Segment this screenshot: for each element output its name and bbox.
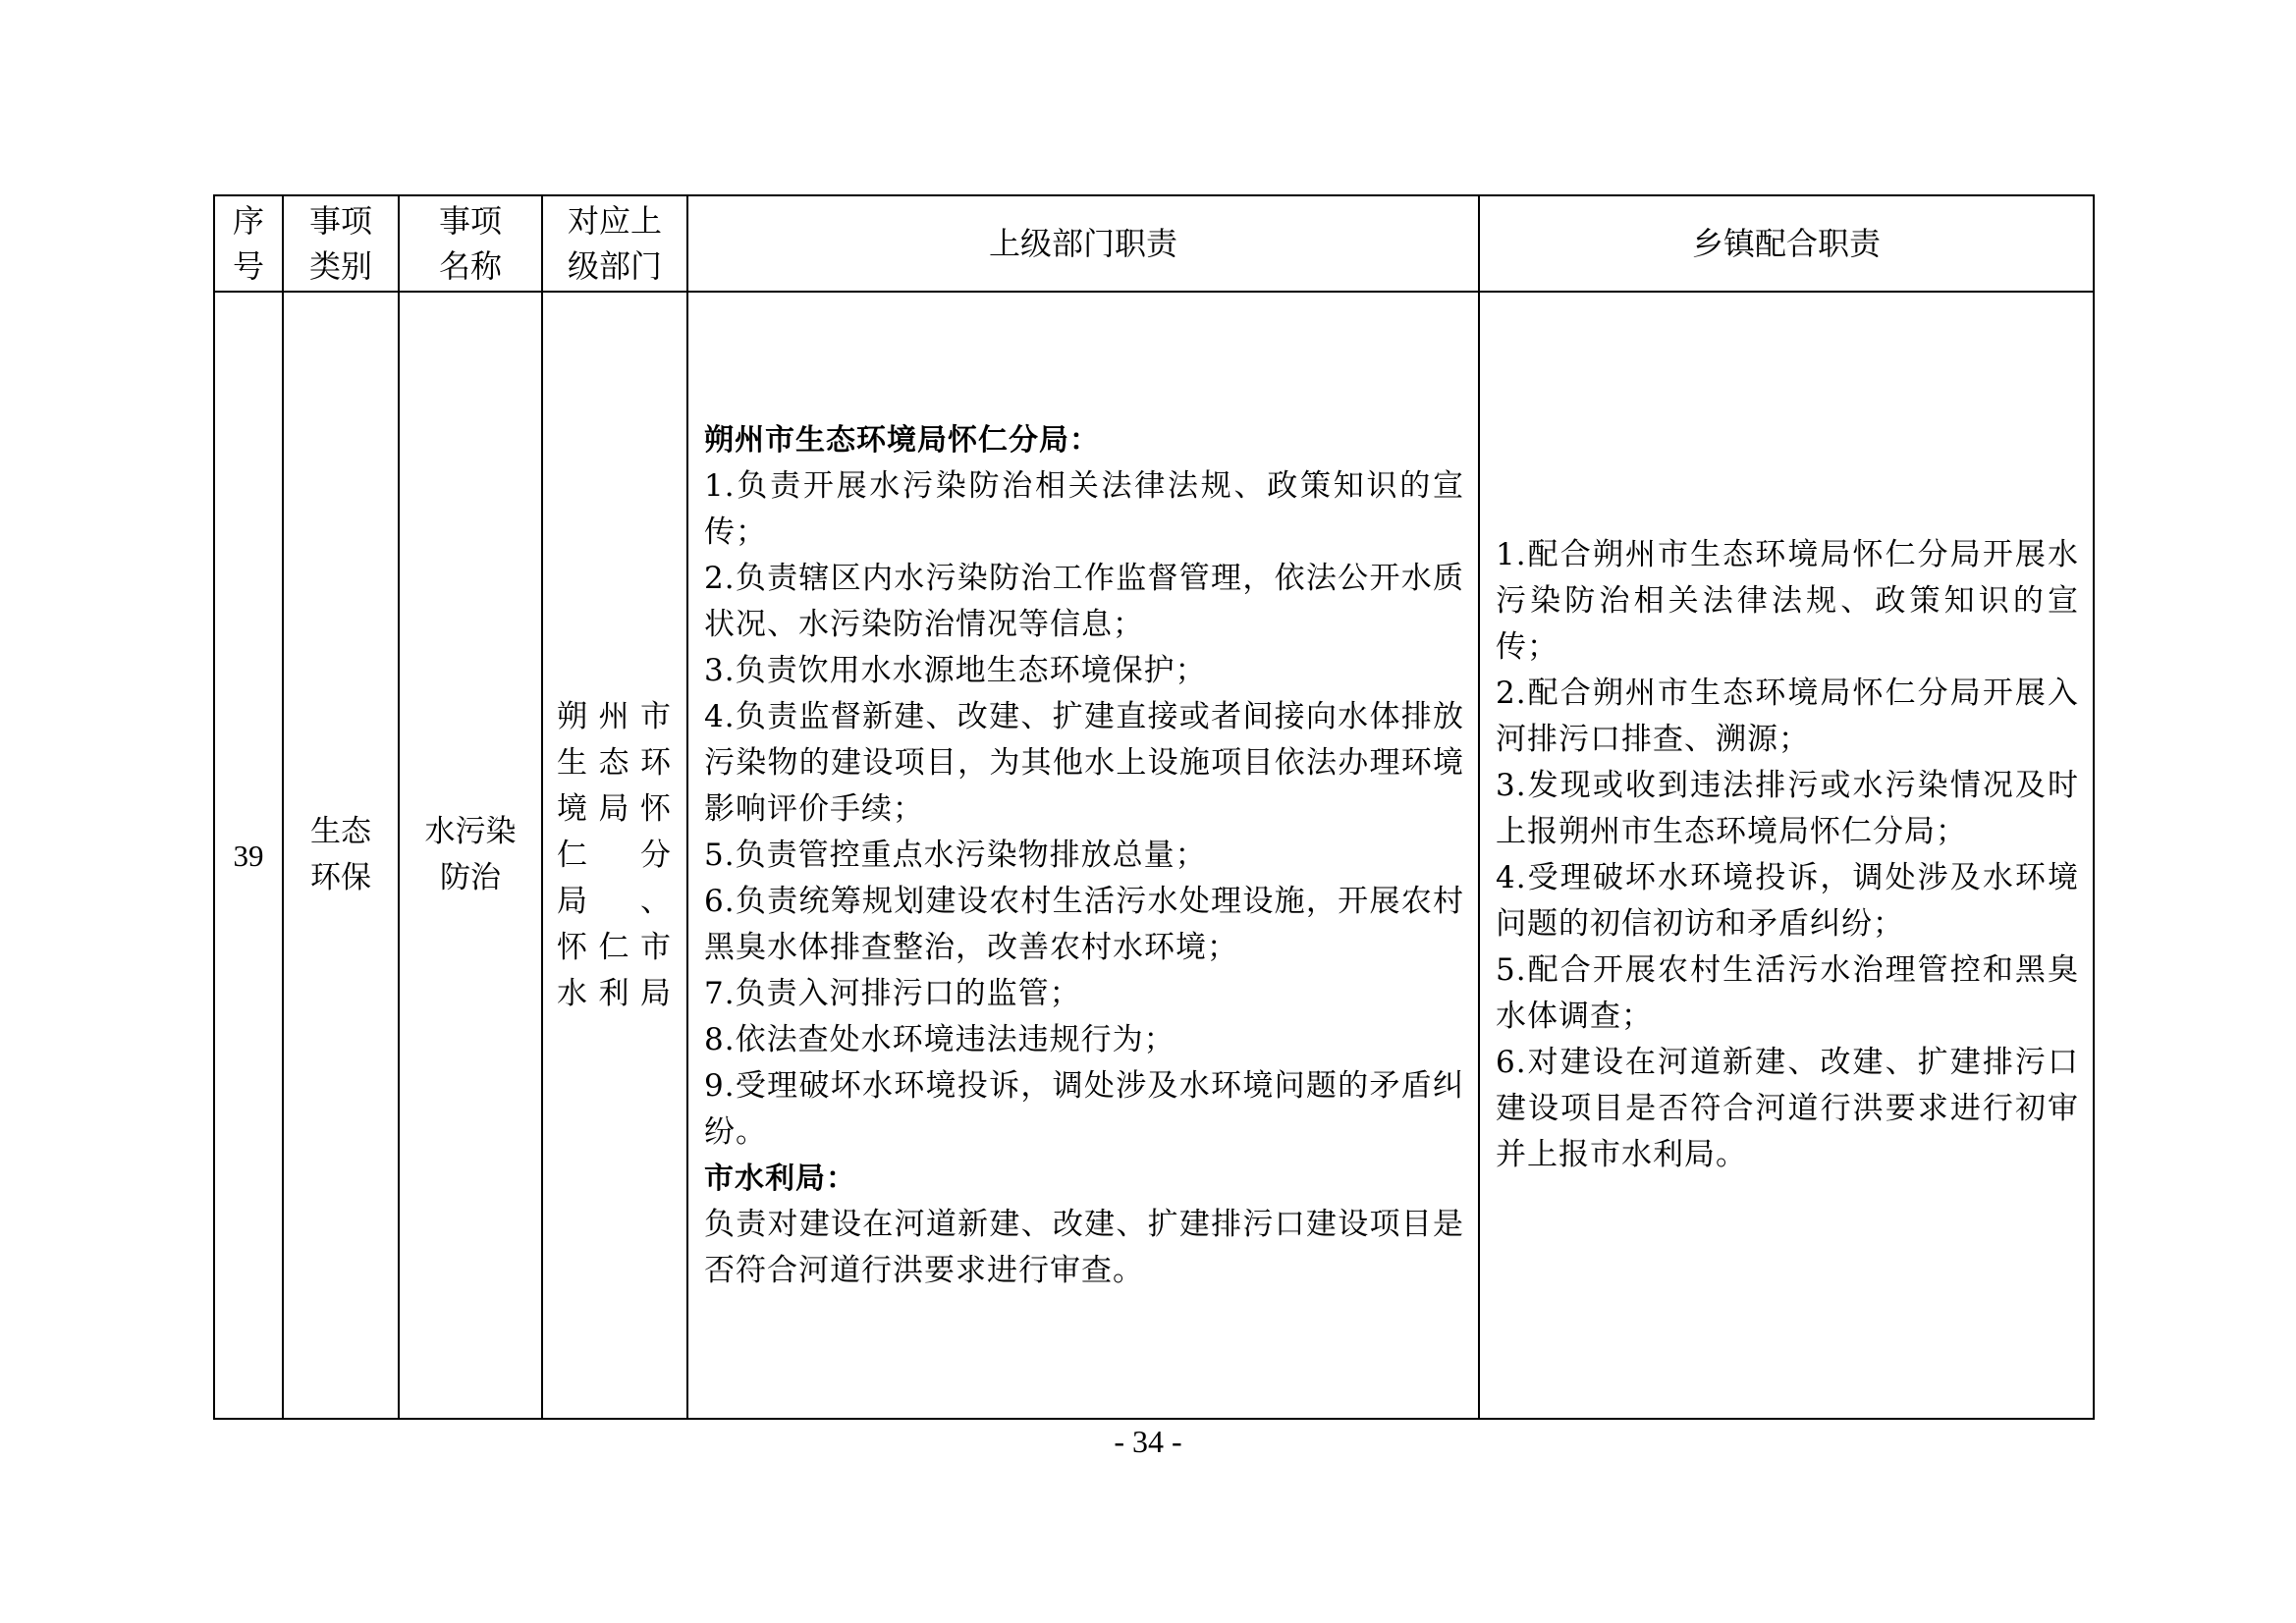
header-dept	[542, 195, 687, 292]
upper-duty-item: 1.负责开展水污染防治相关法律法规、政策知识的宣传；	[704, 467, 1464, 550]
header-town-duties: 乡镇配合职责	[1479, 195, 2094, 292]
table-header-row	[214, 195, 2094, 292]
upper-duty-item: 4.负责监督新建、改建、扩建直接或者间接向水体排放污染物的建设项目，为其他水上设施项目依法办理环境影响评价手续；	[704, 698, 1464, 827]
row-category	[283, 292, 399, 1419]
town-duty-item: 5.配合开展农村生活污水治理管控和黑臭水体调查；	[1496, 952, 2079, 1034]
header-name-line-2: 名称	[438, 247, 502, 285]
row-dept	[542, 292, 687, 1419]
town-duty-item: 3.发现或收到违法排污或水污染情况及时上报朔州市生态环境局怀仁分局；	[1496, 768, 2079, 849]
upper-duty-item: 2.负责辖区内水污染防治工作监督管理，依法公开水质状况、水污染防治情况等信息；	[704, 560, 1464, 642]
upper-duty-item: 5.负责管控重点水污染物排放总量；	[704, 837, 1207, 873]
row-name-line-1: 水污染	[424, 814, 517, 849]
duty-table	[213, 194, 2095, 1420]
town-duty-item: 2.配合朔州市生态环境局怀仁分局开展入河排污口排查、溯源；	[1496, 676, 2079, 757]
upper-section-title: 朔州市生态环境局怀仁分局：	[704, 422, 1100, 458]
row-name-line-2: 防治	[440, 860, 501, 895]
row-upper-duties	[687, 292, 1479, 1419]
row-dept-line: 朔州市	[557, 698, 673, 734]
header-seq-line-2: 号	[232, 247, 264, 285]
row-dept-line: 水利局	[557, 975, 673, 1011]
town-duty-item: 4.受理破坏水环境投诉，调处涉及水环境问题的初信初访和矛盾纠纷；	[1496, 860, 2079, 942]
header-name	[399, 195, 542, 292]
header-seq-line-1: 序	[232, 202, 264, 240]
header-dept-line-2: 级部门	[567, 247, 662, 285]
upper-duty-item: 8.依法查处水环境违法违规行为；	[704, 1021, 1175, 1057]
header-category-line-1: 事项	[308, 202, 372, 240]
row-seq: 39	[214, 292, 283, 1419]
header-upper-duties: 上级部门职责	[687, 195, 1479, 292]
upper-section-title: 市水利局：	[704, 1161, 856, 1196]
town-duty-item: 1.配合朔州市生态环境局怀仁分局开展水污染防治相关法律法规、政策知识的宣传；	[1496, 537, 2079, 665]
row-dept-line: 怀仁市	[557, 929, 673, 965]
page-number: - 34 -	[1114, 1424, 1182, 1459]
upper-duty-item: 9.受理破坏水环境投诉，调处涉及水环境问题的矛盾纠纷。	[704, 1067, 1464, 1150]
upper-duty-item: 6.负责统筹规划建设农村生活污水处理设施，开展农村黑臭水体排查整治，改善农村水环境；	[704, 883, 1464, 965]
row-dept-line: 境局怀	[557, 790, 673, 827]
row-dept-line: 生态环	[557, 744, 673, 781]
header-name-line-1: 事项	[438, 202, 502, 240]
row-name	[399, 292, 542, 1419]
header-seq	[214, 195, 283, 292]
upper-duty-item: 负责对建设在河道新建、改建、扩建排污口建设项目是否符合河道行洪要求进行审查。	[704, 1206, 1464, 1288]
header-dept-line-1: 对应上	[567, 202, 662, 240]
town-duty-item: 6.对建设在河道新建、改建、扩建排污口建设项目是否符合河道行洪要求进行初审并上报市水利局。	[1496, 1045, 2079, 1172]
header-category-line-2: 类别	[308, 247, 372, 285]
row-category-line-1: 生态	[310, 814, 371, 849]
header-category	[283, 195, 399, 292]
row-category-line-2: 环保	[310, 860, 371, 895]
row-dept-line: 仁分局、	[557, 837, 673, 919]
row-town-duties	[1479, 292, 2094, 1419]
upper-duty-item: 3.负责饮用水水源地生态环境保护；	[704, 652, 1207, 688]
upper-duty-item: 7.负责入河排污口的监管；	[704, 975, 1081, 1011]
table-row	[214, 292, 2094, 1419]
